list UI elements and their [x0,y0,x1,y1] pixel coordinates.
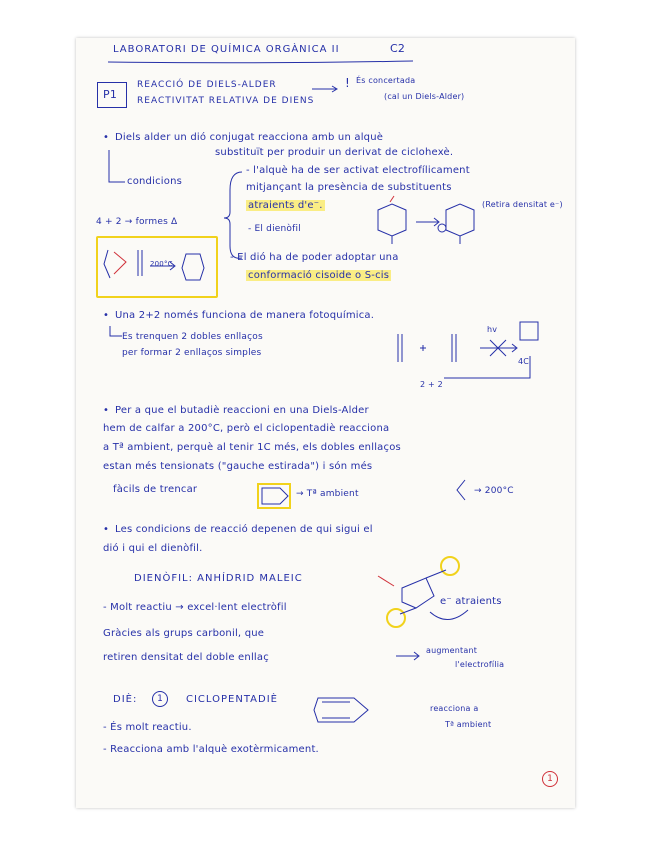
maleic-anhydride-sketch [368,552,478,634]
b1-line-a: Diels alder un dió conjugat reacciona amb un alquè [115,132,384,143]
p1-note1: És concertada [356,76,416,85]
dienophile-heading: DIENÒFIL: ANHÍDRID MALEIC [134,573,303,584]
b4-line-a: Les condicions de reacció depenen de qui sigui el [115,524,373,535]
arrow-icon [396,652,424,660]
b4-line-b: dió i qui el dienòfil. [103,543,203,554]
b3-line-e: fàcils de trencar [113,484,198,495]
ambient-temp-label: → Tª ambient [296,489,359,499]
diene-heading: DIÈ: [113,694,138,705]
dienophile-line3: retiren densitat del doble enllaç [103,652,269,663]
reacts-label-2: Tª ambient [445,720,492,729]
b2-line: Una 2+2 només funciona de manera fotoquímica. [115,310,375,321]
diene-number: 1 [152,691,168,707]
bullet-dot: • [103,524,110,535]
bullet-dot: • [103,310,110,321]
header-underline [108,60,418,64]
b3-line-d: estan més tensionats ("gauche estirada") i són més [103,461,373,472]
two-plus-two-label: 2 + 2 [420,380,443,389]
b3-line-a: Per a que el butadiè reaccioni en una Diels-Alder [115,405,369,416]
reacts-label-1: reacciona a [430,704,479,713]
p1-badge: P1 [103,88,118,101]
header-group: C2 [390,42,406,55]
p1-line1: REACCIÓ DE DIELS-ALDER [137,80,277,90]
p1-line2: REACTIVITAT RELATIVA DE DIENS [137,96,315,106]
cond3-highlight: conformació cisoide o S-cis [248,270,390,281]
exclamation-mark: ! [345,76,351,90]
cond3-a: - El dió ha de poder adoptar una [230,252,399,263]
cond1-c [246,200,325,211]
branch-arrow [107,150,127,186]
ratio-label: 4 + 2 → formes Δ [96,217,178,227]
b3-line-c: a Tª ambient, perquè al tenir 1C més, els dobles enllaços [103,442,401,453]
cond1-b: mitjançant la presència de substituents [246,182,452,193]
augmenting-label-2: l'electrofília [455,660,505,669]
cond1-a: - l'alquè ha de ser activat electrofílicament [246,165,470,176]
b2-line-b: Es trenquen 2 dobles enllaços [122,332,263,342]
hv-label: hv [487,325,498,334]
p1-note2: (cal un Diels-Alder) [384,92,465,101]
diene-line1: - És molt reactiu. [103,722,192,733]
electron-withdrawing-label: e⁻ atraients [440,596,502,607]
header-title: LABORATORI DE QUÍMICA ORGÀNICA II [113,44,340,55]
cyclopentadiene-structure [312,692,372,728]
cyclopentadiene-sketch [258,484,292,508]
two-plus-two-scheme [380,318,540,386]
cond2: - El dienòfil [248,224,301,234]
arrow-icon [312,86,340,92]
conditions-label: condicions [127,176,183,187]
cond1-highlight: atraients d'e⁻. [248,200,323,211]
temperature-label: 200°C [150,260,173,268]
cyclopentadiene-heading: CICLOPENTADIÈ [186,694,278,705]
page-number: 1 [542,771,558,787]
dienophile-line2: Gràcies als grups carbonil, que [103,628,265,639]
butadiene-sketch [455,480,475,502]
bullet-dot: • [103,132,110,143]
temp-200-label: → 200°C [474,486,514,496]
conditions-brace [222,170,246,260]
b3-line-b: hem de calfar a 200°C, però el ciclopentadiè reacciona [103,423,390,434]
four-carbon-label: 4C [518,357,530,366]
b1-line-b: substituït per produir un derivat de ciclohexè. [215,147,454,158]
cond3-b [246,270,391,281]
augmenting-label-1: augmentant [426,646,478,655]
diene-line2: - Reacciona amb l'alquè exotèrmicament. [103,744,319,755]
bullet-dot: • [103,405,110,416]
retira-note: (Retira densitat e⁻) [482,200,563,209]
dienophile-line1: - Molt reactiu → excel·lent electròfil [103,602,287,613]
b2-line-c: per formar 2 enllaços simples [122,348,262,358]
dienophile-activation-sketch [368,200,468,244]
